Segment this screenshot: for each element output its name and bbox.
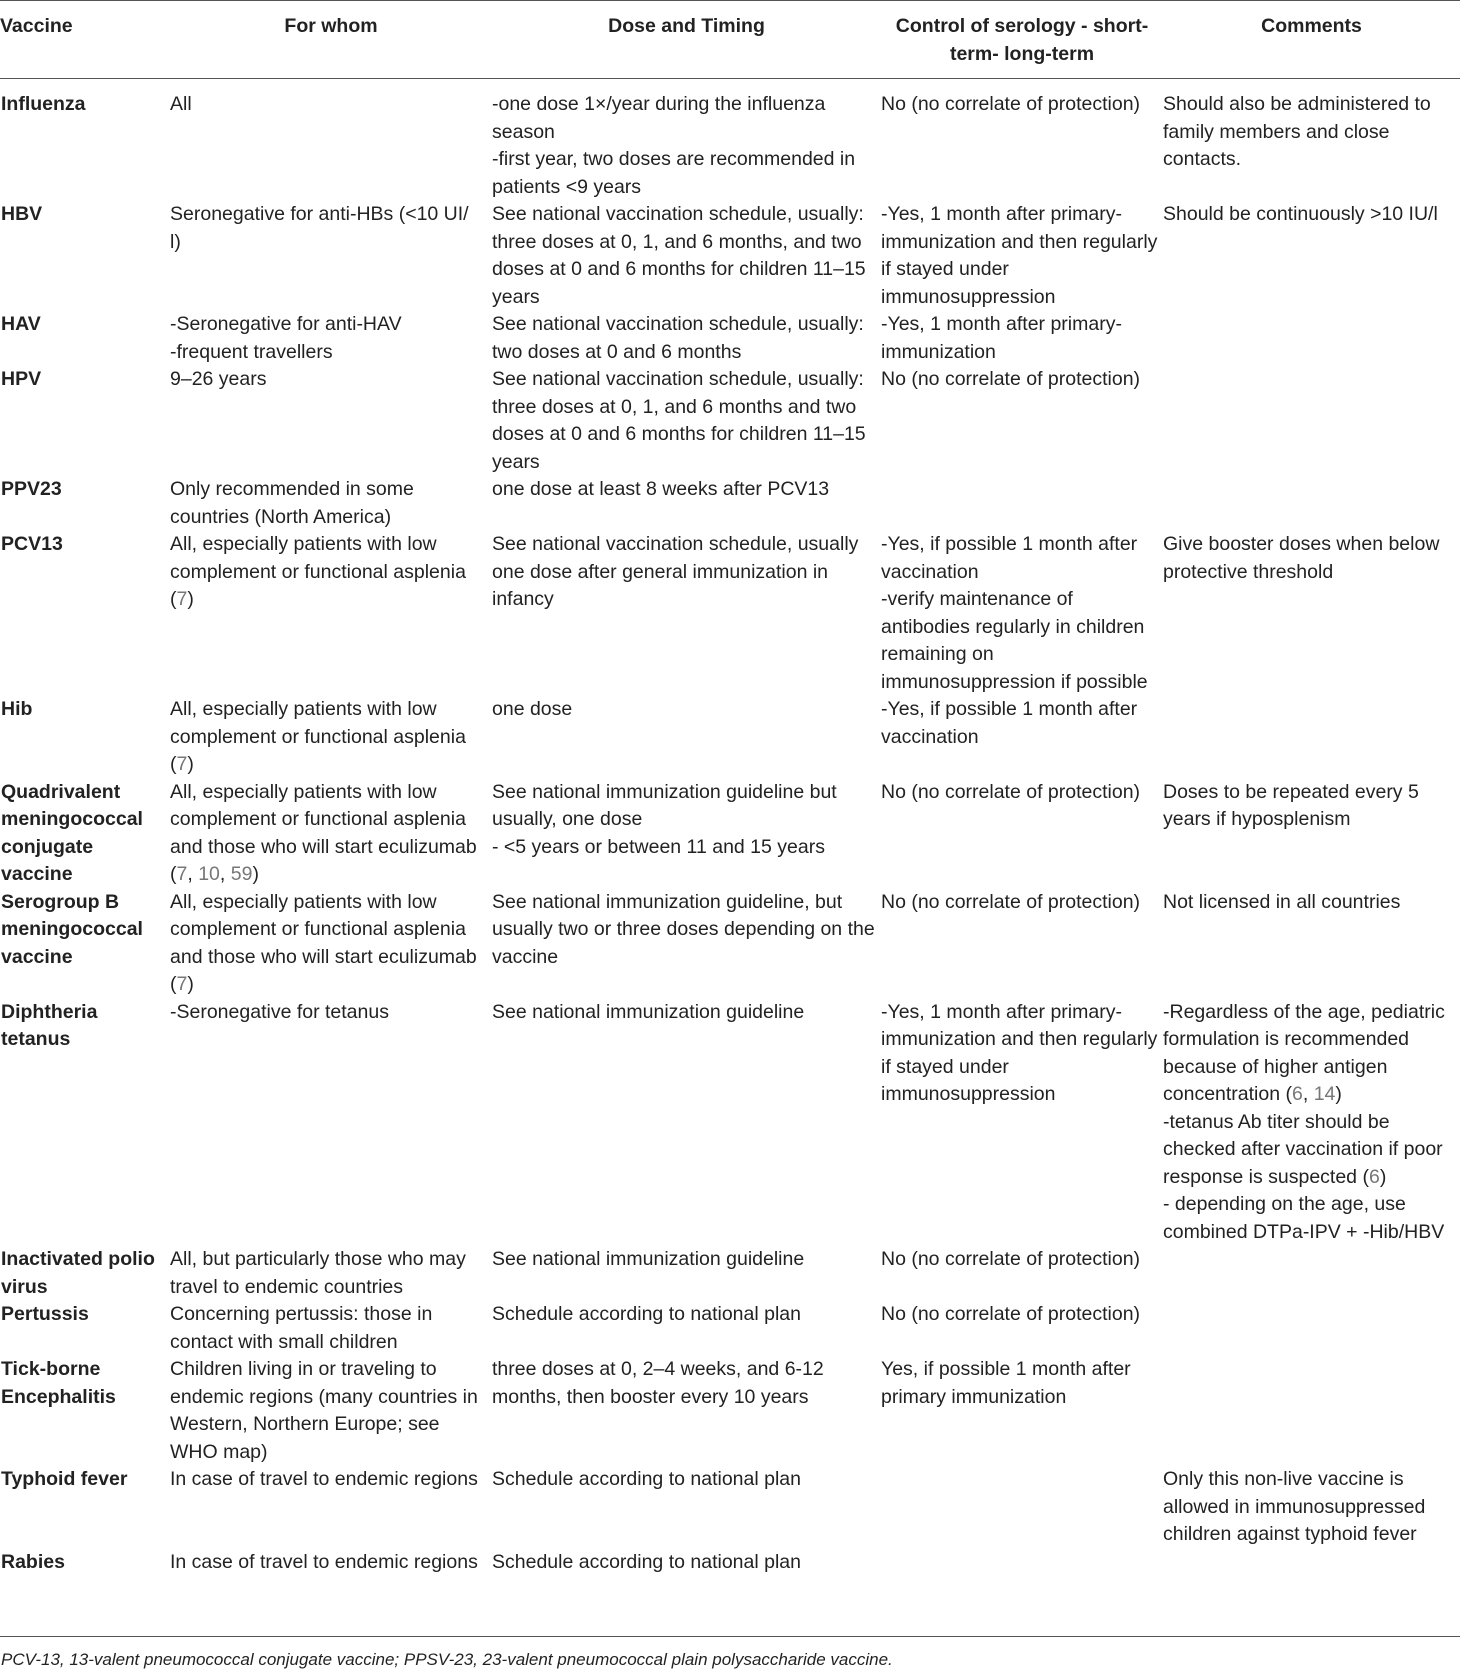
vaccine-name [0,696,170,779]
for-whom-cell-text: Concerning pertussis: those in contact with small children [170,1303,433,1353]
serology-cell [881,999,1163,1247]
comments-cell [1163,696,1460,779]
serology-cell [881,1466,1163,1549]
dose-timing-cell [492,889,881,999]
for-whom-cell-text: Only recommended in some countries (North America) [170,478,414,528]
for-whom-cell-text: All [170,93,192,115]
table-row [0,311,1460,366]
serology-cell-text: No (no correlate of protection) [881,93,1141,115]
serology-cell-text: No (no correlate of protection) [881,1248,1141,1270]
vaccine-name-text: Quadrivalent meningococcal conjugate vaccine [1,780,143,885]
reference-link[interactable]: 59 [230,863,253,885]
dose-timing-cell-text: Schedule according to national plan [492,1303,801,1325]
dose-timing-cell-text: See national vaccination schedule, usually one dose after general immunization in infancy [492,533,859,610]
vaccine-name-text: Influenza [1,93,86,115]
for-whom-cell [170,1466,492,1549]
comments-cell [1163,531,1460,696]
dose-timing-cell-text: See national vaccination schedule, usually: three doses at 0, 1, and 6 months and two doses at 0 and 6 months for children 11–15 years [492,368,866,473]
dose-timing-cell-text: See national immunization guideline, but usually two or three doses depending on the vaccine [492,890,875,968]
vaccine-name-text: PCV13 [1,533,63,555]
vaccine-name-text: Pertussis [1,1303,89,1325]
header-for-whom: For whom [284,15,378,37]
for-whom-cell [170,476,492,531]
dose-timing-cell-text: See national vaccination schedule, usually: two doses at 0 and 6 months [492,313,864,363]
vaccine-name-text: Inactivated polio virus [1,1248,155,1298]
vaccine-name [0,889,170,999]
serology-cell-text: No (no correlate of protection) [881,1303,1141,1325]
table-footer [0,1636,1460,1672]
table-body [0,79,1460,1585]
dose-timing-cell-text: one dose [492,698,573,720]
dose-timing-cell-text: See national immunization guideline [492,1248,805,1270]
dose-timing-cell-text: three doses at 0, 2–4 weeks, and 6-12 months, then booster every 10 years [492,1358,824,1408]
table-row [0,366,1460,476]
serology-cell [881,779,1163,889]
serology-cell [881,311,1163,366]
serology-cell-text: -Yes, 1 month after primary-immunization [881,313,1122,363]
for-whom-cell [170,779,492,889]
comments-cell [1163,1549,1460,1585]
dose-timing-cell [492,1549,881,1585]
vaccine-name [0,1466,170,1549]
table-row [0,79,1460,202]
comments-cell [1163,1466,1460,1549]
reference-link[interactable]: 6 [1292,1083,1303,1105]
vaccine-name-text: Typhoid fever [1,1468,128,1490]
serology-cell-text: No (no correlate of protection) [881,368,1141,390]
serology-cell-text: No (no correlate of protection) [881,890,1141,913]
reference-link[interactable]: 7 [176,973,188,995]
comments-cell [1163,201,1460,311]
dose-timing-cell [492,1466,881,1549]
serology-cell-text: No (no correlate of protection) [881,780,1141,803]
for-whom-cell-text: All, especially patients with low complement or functional asplenia and those who will start eculizumab (7) [170,890,477,995]
comments-cell-text: Should be continuously >10 IU/l [1163,203,1438,225]
comments-cell [1163,311,1460,366]
vaccine-name [0,779,170,889]
comments-cell [1163,779,1460,889]
serology-cell-text: -Yes, if possible 1 month after vaccination [881,698,1138,748]
table-row [0,889,1460,999]
for-whom-cell-text: All, especially patients with low complement or functional asplenia (7) [170,533,466,610]
for-whom-cell [170,696,492,779]
table-header [0,1,1460,79]
serology-cell [881,1246,1163,1301]
serology-cell [881,79,1163,202]
comments-cell-text: Doses to be repeated every 5 years if hyposplenism [1163,780,1419,830]
for-whom-cell [170,79,492,202]
table-row [0,999,1460,1247]
serology-cell-text: -Yes, 1 month after primary-immunization and then regularly if stayed under immunosuppression [881,1000,1158,1105]
table-row [0,1549,1460,1585]
for-whom-cell [170,366,492,476]
for-whom-cell-text: -Seronegative for tetanus [170,1000,389,1023]
vaccine-name-text: Hib [1,698,33,720]
vaccine-name [0,531,170,696]
serology-cell-text: -Yes, if possible 1 month after vaccination -verify maintenance of antibodies regularly in children remaining on immunosuppression if possible [881,533,1148,693]
comments-cell [1163,999,1460,1247]
dose-timing-cell-text: one dose at least 8 weeks after PCV13 [492,478,830,500]
for-whom-cell-text: -Seronegative for anti-HAV -frequent travellers [170,313,402,363]
header-row [0,1,1460,79]
dose-timing-cell-text: See national immunization guideline but usually, one dose - <5 years or between 11 and 15 years [492,780,837,858]
comments-cell-text: Not licensed in all countries [1163,890,1401,913]
for-whom-cell-text: 9–26 years [170,368,267,390]
vaccine-name-text: Tick-borne Encephalitis [1,1358,116,1408]
dose-timing-cell [492,696,881,779]
serology-cell [881,889,1163,999]
serology-cell [881,201,1163,311]
vaccine-name [0,1549,170,1585]
for-whom-cell-text: Seronegative for anti-HBs (<10 UI/ l) [170,203,469,253]
vaccine-name [0,201,170,311]
reference-link[interactable]: 7 [176,753,188,775]
dose-timing-cell [492,311,881,366]
dose-timing-cell-text: See national vaccination schedule, usually: three doses at 0, 1, and 6 months, and two doses at 0 and 6 months for children 11–15 years [492,203,866,308]
reference-link[interactable]: 14 [1313,1083,1336,1105]
for-whom-cell [170,531,492,696]
for-whom-cell [170,201,492,311]
comments-cell-text: Give booster doses when below protective threshold [1163,533,1440,583]
serology-cell [881,531,1163,696]
comments-cell-text: Only this non-live vaccine is allowed in immunosuppressed children against typhoid fever [1163,1468,1426,1545]
reference-link[interactable]: 6 [1368,1165,1380,1188]
serology-cell [881,1549,1163,1585]
serology-cell-text: Yes, if possible 1 month after primary immunization [881,1358,1131,1408]
vaccine-name-text: HBV [1,203,43,225]
vaccine-name [0,476,170,531]
for-whom-cell-text: Children living in or traveling to endemic regions (many countries in Western, Northern Europe; see WHO map) [170,1358,478,1463]
dose-timing-cell [492,1356,881,1466]
vaccine-name [0,366,170,476]
footnote: PCV-13, 13-valent pneumococcal conjugate vaccine; PPSV-23, 23-valent pneumococcal plain polysaccharide vaccine. [1,1650,893,1669]
table-row [0,779,1460,889]
for-whom-cell [170,311,492,366]
for-whom-cell [170,889,492,999]
dose-timing-cell-text: Schedule according to national plan [492,1468,801,1490]
table-row [0,476,1460,531]
header-comments: Comments [1261,15,1362,37]
for-whom-cell [170,1246,492,1301]
comments-cell [1163,79,1460,202]
dose-timing-cell [492,201,881,311]
serology-cell [881,1301,1163,1356]
table-row [0,531,1460,696]
table-row [0,1301,1460,1356]
for-whom-cell [170,1549,492,1585]
vaccine-name-text: Diphtheria tetanus [1,1000,98,1050]
comments-cell-text: -Regardless of the age, pediatric formulation is recommended because of higher antigen concentration (6, 14) -tetanus Ab titer should be checked after vaccination if poor response is suspected (6) - depending on the age, use combined DTPa-IPV + -Hib/HBV [1163,1000,1445,1243]
vaccine-name [0,1246,170,1301]
header-serology: Control of serology - short-term- long-term [895,15,1149,65]
comments-cell [1163,366,1460,476]
vaccine-name-text: HAV [1,313,41,335]
dose-timing-cell [492,779,881,889]
table-row [0,1466,1460,1549]
dose-timing-cell [492,1301,881,1356]
vaccine-name-text: Serogroup B meningococcal vaccine [1,890,143,968]
table-row [0,1246,1460,1301]
dose-timing-cell [492,476,881,531]
serology-cell [881,1356,1163,1466]
reference-link[interactable]: 7 [176,863,188,885]
dose-timing-cell [492,366,881,476]
vaccine-name-text: PPV23 [1,478,62,500]
comments-cell [1163,1246,1460,1301]
comments-cell [1163,1301,1460,1356]
dose-timing-cell-text: -one dose 1×/year during the influenza season -first year, two doses are recommended in patients <9 years [492,93,856,198]
vaccine-name [0,999,170,1247]
serology-cell [881,476,1163,531]
serology-cell-text: -Yes, 1 month after primary-immunization and then regularly if stayed under immunosuppression [881,203,1158,308]
vaccine-name-text: HPV [1,368,42,390]
header-dose-timing: Dose and Timing [608,15,765,37]
dose-timing-cell [492,1246,881,1301]
reference-link[interactable]: 7 [176,588,188,610]
serology-cell [881,696,1163,779]
for-whom-cell-text: All, but particularly those who may travel to endemic countries [170,1248,466,1298]
for-whom-cell [170,999,492,1247]
dose-timing-cell [492,999,881,1247]
vaccine-name [0,1356,170,1466]
for-whom-cell-text: In case of travel to endemic regions [170,1550,478,1573]
comments-cell [1163,1356,1460,1466]
dose-timing-cell-text: Schedule according to national plan [492,1550,801,1573]
comments-cell [1163,476,1460,531]
for-whom-cell-text: In case of travel to endemic regions [170,1468,478,1490]
for-whom-cell-text: All, especially patients with low complement or functional asplenia (7) [170,698,466,775]
vaccine-name [0,1301,170,1356]
reference-link[interactable]: 10 [198,863,220,885]
vaccine-name [0,79,170,202]
dose-timing-cell [492,79,881,202]
for-whom-cell [170,1301,492,1356]
dose-timing-cell [492,531,881,696]
table-row [0,201,1460,311]
vaccine-name-text: Rabies [1,1550,65,1573]
header-vaccine: Vaccine [0,15,73,37]
comments-cell [1163,889,1460,999]
table-row [0,1356,1460,1466]
table-row [0,696,1460,779]
dose-timing-cell-text: See national immunization guideline [492,1000,805,1023]
comments-cell-text: Should also be administered to family members and close contacts. [1163,93,1431,170]
for-whom-cell [170,1356,492,1466]
serology-cell [881,366,1163,476]
vaccine-name [0,311,170,366]
for-whom-cell-text: All, especially patients with low complement or functional asplenia and those who will start eculizumab (7, 10, 59) [170,780,477,885]
